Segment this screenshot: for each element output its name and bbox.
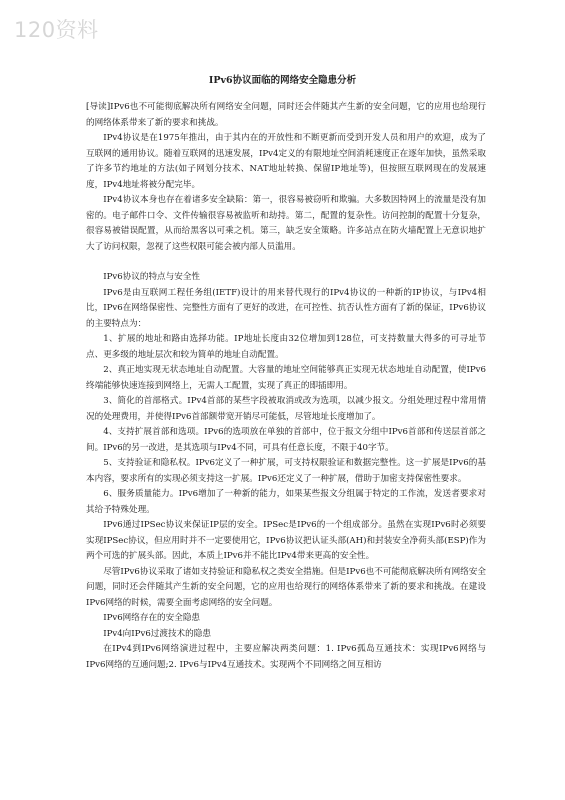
section-spacer bbox=[86, 255, 486, 270]
section-heading: IPv6网络存在的安全隐患 bbox=[103, 613, 201, 623]
document-title: IPv6协议面临的网络安全隐患分析 bbox=[208, 75, 357, 86]
list-item: 4、支持扩展首部和选项。IPv6的选项放在单独的首部中，位于报文分组中IPv6首部和传送层首部之间。IPv6的另一改进，是其选项与IPv4不同，可具有任意长度，不限于40字节。 bbox=[86, 427, 486, 453]
list-item: 2、真正地实现无状态地址自动配置。大容量的地址空间能够真正实现无状态地址自动配置，使IPv6终端能够快速连接到网络上，无需人工配置，实现了真正的即插即用。 bbox=[86, 365, 486, 391]
list-item: 1、扩展的地址和路由选择功能。IP地址长度由32位增加到128位，可支持数量大得多的可寻址节点、更多级的地址层次和较为简单的地址自动配置。 bbox=[86, 334, 486, 360]
document-body bbox=[86, 100, 486, 673]
section-heading: IPv6协议的特点与安全性 bbox=[103, 272, 201, 282]
body-paragraph: IPv6通过IPSec协议来保证IP层的安全。IPSec是IPv6的一个组成部分。虽然在实现IPv6时必须要实现IPSec协议，但应用时并不一定要使用它，IPv6协议把认证头部(AH)和封装安全净荷头部(ESP)作为两个可选的扩展头部。因此，本质上IPv6并不能比IPv4带来更高的安全性。 bbox=[86, 520, 486, 561]
body-paragraph: 在IPv4到IPv6网络演进过程中，主要应解决两类问题：1. IPv6孤岛互通技术：实现IPv6网络与IPv6网络的互通问题;2. IPv6与IPv4互通技术。实现两个不同网络之间互相访 bbox=[86, 644, 486, 670]
body-paragraph: IPv6是由互联网工程任务组(IETF)设计的用来替代现行的IPv4协议的一种新的IP协议，与IPv4相比，IPv6在网络保密性、完整性方面有了更好的改进，在可控性、抗否认性方面有了新的保证，IPv6协议的主要特点为： bbox=[86, 287, 486, 329]
body-paragraph: IPv4协议本身也存在着诸多安全缺陷：第一，很容易被窃听和欺骗。大多数因特网上的流量是没有加密的。电子邮件口令、文件传输很容易被监听和劫持。第二，配置的复杂性。访问控制的配置十分复杂，很容易被错误配置，从而给黑客以可乘之机。第三，缺乏安全策略。许多站点在防火墙配置上无意识地扩大了访问权限，忽视了这些权限可能会被内部人员滥用。 bbox=[86, 195, 486, 252]
list-item: 6、服务质量能力。IPv6增加了一种新的能力，如果某些报文分组属于特定的工作流，发送者要求对其给予特殊处理。 bbox=[86, 489, 486, 515]
body-paragraph: IPv4协议是在1975年推出，由于其内在的开放性和不断更新而受到开发人员和用户的欢迎，成为了互联网的通用协议。随着互联网的迅速发展，IPv4定义的有限地址空间消耗速度正在逐年加快，虽然采取了许多节约地址的方法(如子网划分技术、NAT地址转换、保留IP地址等)，但按照互联网现在的发展速度，IPv4地址将被分配完毕。 bbox=[86, 133, 486, 190]
lead-paragraph: [导读]IPv6也不可能彻底解决所有网络安全问题，同时还会伴随其产生新的安全问题，它的应用也给现行的网络体系带来了新的要求和挑战。 bbox=[86, 102, 486, 128]
list-item: 3、简化的首部格式。IPv4首部的某些字段被取消或改为选项，以减少报文。分组处理过程中常用情况的处理费用，并使得IPv6首部额带宽开销尽可能低，尽管地址长度增加了。 bbox=[86, 396, 486, 422]
subsection-heading: IPv4向IPv6过渡技术的隐患 bbox=[103, 628, 211, 639]
body-paragraph: 尽管IPv6协议采取了诸如支持验证和隐私权之类安全措施。但是IPv6也不可能彻底解决所有网络安全问题，同时还会伴随其产生新的安全问题，它的应用也给现行的网络体系带来了新的要求和挑战。在建设IPv6网络的时候，需要全面考虑网络的安全问题。 bbox=[86, 566, 486, 608]
list-item: 5、支持验证和隐私权。IPv6定义了一种扩展，可支持权限验证和数据完整性。这一扩展是IPv6的基本内容，要求所有的实现必须支持这一扩展。IPv6还定义了一种扩展，借助于加密支持保密性要求。 bbox=[86, 458, 486, 484]
watermark-logo: 120资料 bbox=[14, 18, 99, 42]
